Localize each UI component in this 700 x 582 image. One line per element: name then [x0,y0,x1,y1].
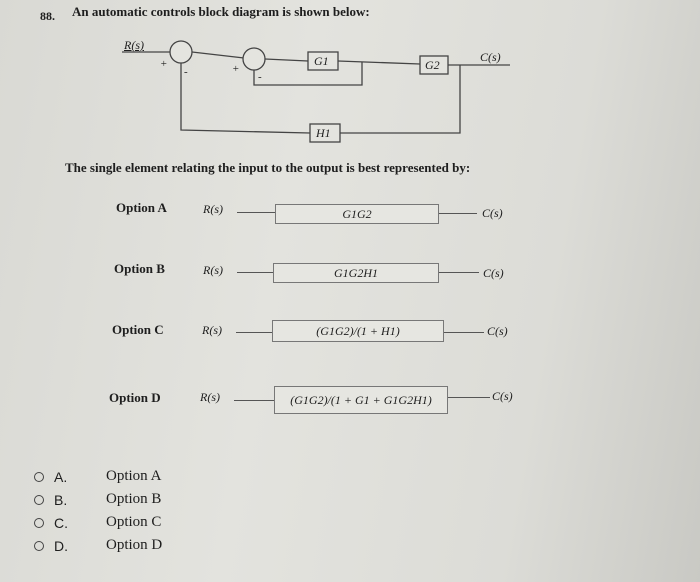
option-c-label: Option C [112,322,164,337]
radio-a[interactable] [34,472,44,482]
choice-d[interactable] [34,534,162,557]
option-a-output-line [439,213,477,214]
statement-text: The single element relating the input to the output is best represented by: [65,160,471,175]
sum2-minus-sign: - [258,71,262,83]
option-b-label: Option B [114,261,165,276]
link-sum2-g1 [265,59,308,61]
option-a-input-line [237,212,275,213]
choice-c-text[interactable]: Option C [106,514,162,530]
radio-c[interactable] [34,518,44,528]
option-d-output: C(s) [492,389,513,403]
choice-a[interactable] [34,465,162,488]
radio-b[interactable] [34,495,44,505]
option-c-input-line [236,332,272,333]
choice-b[interactable] [34,488,162,511]
link-sum1-sum2 [192,52,244,58]
block-h1-label: H1 [316,126,331,140]
answer-choices [34,465,162,557]
question-text: An automatic controls block diagram is shown below: [72,4,370,19]
option-a-output: C(s) [482,206,503,220]
option-b-output-line [439,272,479,273]
option-d-block-text: (G1G2)/(1 + G1 + G1G2H1) [290,392,432,407]
summing-junction-2 [243,48,265,70]
feedback-path-left [181,63,310,133]
option-a-input: R(s) [203,202,223,216]
option-b-input: R(s) [203,263,223,277]
choice-c-letter: C. [54,514,68,531]
choice-b-text[interactable]: Option B [106,491,162,507]
option-a-block-text: G1G2 [342,206,372,221]
option-b-block [273,263,439,283]
choice-b-letter: B. [54,491,68,508]
option-c-block-text: (G1G2)/(1 + H1) [316,323,400,338]
option-d-input-line [234,400,274,401]
link-g1-g2 [338,61,420,64]
feedback-path-right [340,65,460,133]
option-b-input-line [237,272,273,273]
option-b-output: C(s) [483,266,504,280]
choice-d-text[interactable]: Option D [106,537,163,553]
block-diagram [0,0,700,160]
sum2-plus-sign: + [232,63,240,75]
radio-d[interactable] [34,541,44,551]
choice-c[interactable] [34,511,162,534]
summing-junction-1 [170,41,192,63]
option-d-input: R(s) [200,390,220,404]
option-b-block-text: G1G2H1 [334,265,378,280]
diagram-output-label: C(s) [480,50,501,64]
sum1-plus-sign: + [160,58,168,70]
choice-a-letter: A. [54,468,68,485]
sum1-minus-sign: - [184,66,188,78]
option-a-label: Option A [116,200,167,215]
option-c-block [272,320,444,342]
diagram-input-label: R(s) [124,38,144,52]
option-c-output: C(s) [487,324,508,338]
choice-a-text[interactable]: Option A [106,468,162,484]
option-d-output-line [448,397,490,398]
block-g1-label: G1 [314,54,329,68]
option-c-input: R(s) [202,323,222,337]
choice-d-letter: D. [54,537,68,554]
option-c-output-line [444,332,484,333]
block-g2-label: G2 [425,58,440,72]
option-a-block [275,204,439,224]
option-d-block [274,386,448,414]
option-d-label: Option D [109,390,161,405]
question-number: 88. [40,9,55,23]
